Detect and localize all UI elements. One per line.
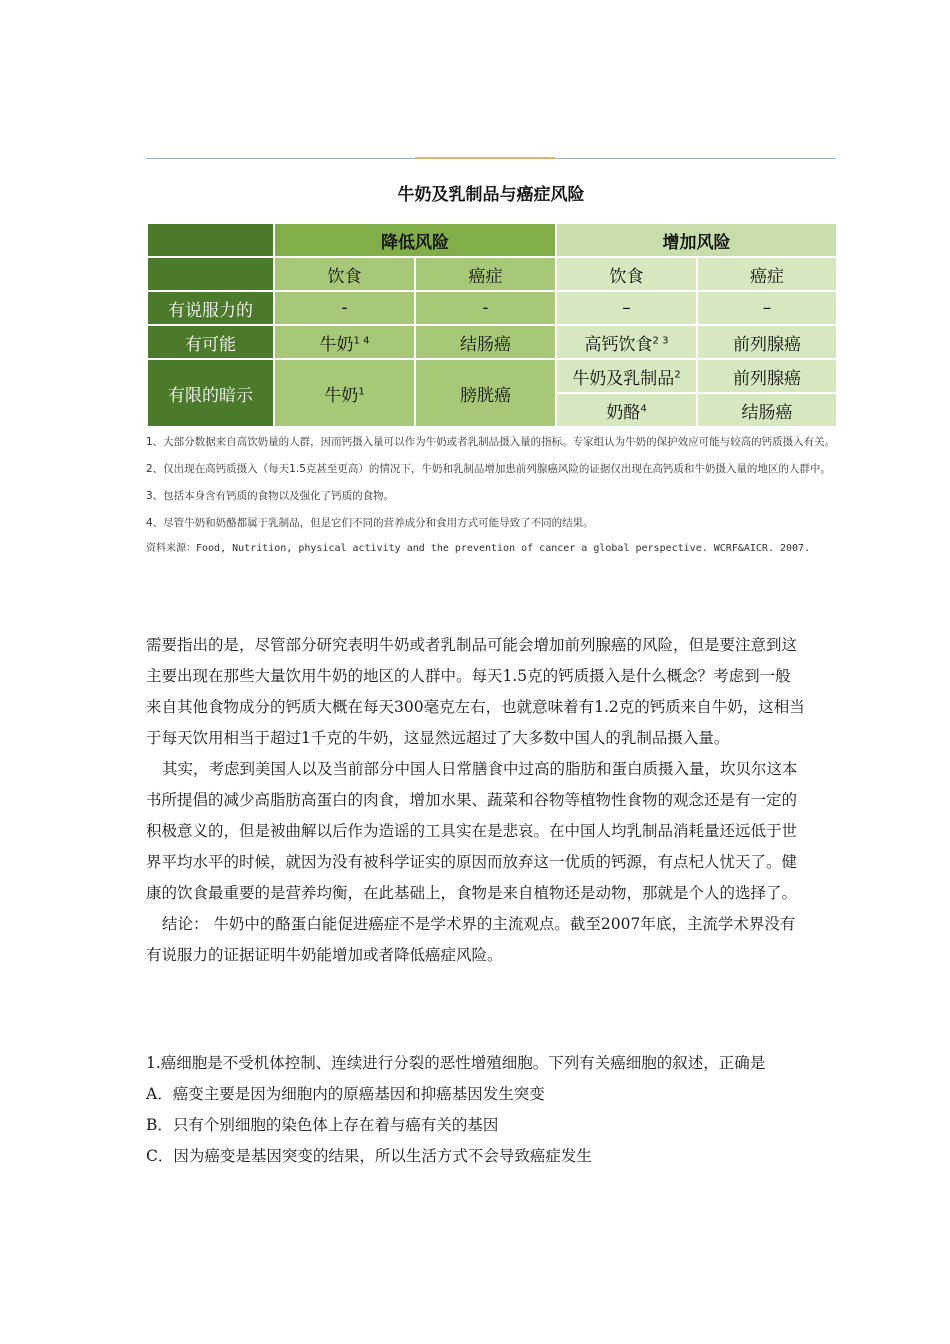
note: 4、尽管牛奶和奶酪都属于乳制品，但是它们不同的营养成分和食用方式可能导致了不同的结果。 <box>146 517 594 529</box>
header-decrease: 降低风险 <box>274 223 556 257</box>
table-cell: 牛奶及乳制品$^2$ <box>556 359 697 393</box>
table-cell: 前列腺癌 <box>697 359 837 393</box>
article-body <box>146 630 806 971</box>
source-note: 资料来源：Food, Nutrition, physical activity and the prevention of cancer a global perspective. WCRF&AICR. 2007. <box>146 543 811 554</box>
header-rule-accent <box>415 157 555 159</box>
table-cell: 前列腺癌 <box>697 325 837 359</box>
header-increase: 增加风险 <box>556 223 837 257</box>
row-label-probable: 有可能 <box>147 325 274 359</box>
paragraph: 需要指出的是，尽管部分研究表明牛奶或者乳制品可能会增加前列腺癌的风险，但是要注意到这主要出现在那些大量饮用牛奶的地区的人群中。每天1.5克的钙质摄入是什么概念？考虑到一般来自其他食物成分的钙质大概在每天300毫克左右，也就意味着有1.2克的钙质来自牛奶，这相当于每天饮用相当于超过1千克的牛奶，这显然远超过了大多数中国人的乳制品摄入量。 <box>146 636 805 747</box>
table-cell: – <box>556 291 697 325</box>
table-cell: 牛奶$^{1 4}$ <box>274 325 415 359</box>
option-c: C．因为癌变是基因突变的结果，所以生活方式不会导致癌症发生 <box>146 1147 592 1165</box>
table-cell: 奶酪$^4$ <box>556 393 697 427</box>
table-cell: - <box>274 291 415 325</box>
table-cell: 高钙饮食$^{2 3}$ <box>556 325 697 359</box>
subheader-diet-increase: 饮食 <box>556 257 697 291</box>
subheader-cancer-decrease: 癌症 <box>415 257 556 291</box>
figure-notes <box>146 434 836 567</box>
note: 2、仅出现在高钙质摄入（每天1.5克甚至更高）的情况下，牛奶和乳制品增加患前列腺癌风险的证据仅出现在高钙质和牛奶摄入量的地区的人群中。 <box>146 463 831 475</box>
table-cell: 膀胱癌 <box>415 359 556 427</box>
row-label-limited: 有限的暗示 <box>147 359 274 427</box>
note: 1、大部分数据来自高饮奶量的人群，因而钙摄入量可以作为牛奶或者乳制品摄入量的指标。专家组认为牛奶的保护效应可能与较高的钙质摄入有关。 <box>146 436 836 448</box>
paragraph: 结论： 牛奶中的酪蛋白能促进癌症不是学术界的主流观点。截至2007年底，主流学术界没有有说服力的证据证明牛奶能增加或者降低癌症风险。 <box>146 915 796 964</box>
note: 3、包括本身含有钙质的食物以及强化了钙质的食物。 <box>146 490 395 502</box>
corner-cell-2 <box>147 257 274 291</box>
corner-cell <box>147 223 274 257</box>
table-cell: – <box>697 291 837 325</box>
table-cell: 牛奶$^1$ <box>274 359 415 427</box>
row-label-convincing: 有说服力的 <box>147 291 274 325</box>
table-cell: 结肠癌 <box>697 393 837 427</box>
option-a: A．癌变主要是因为细胞内的原癌基因和抑癌基因发生突变 <box>146 1085 545 1103</box>
subheader-diet-decrease: 饮食 <box>274 257 415 291</box>
question-stem: 1.癌细胞是不受机体控制、连续进行分裂的恶性增殖细胞。下列有关癌细胞的叙述，正确是 <box>146 1054 766 1072</box>
risk-table <box>146 222 838 428</box>
option-b: B．只有个别细胞的染色体上存在着与癌有关的基因 <box>146 1116 499 1134</box>
table-cell: - <box>415 291 556 325</box>
figure-title: 牛奶及乳制品与癌症风险 <box>397 185 585 205</box>
subheader-cancer-increase: 癌症 <box>697 257 837 291</box>
question-block <box>146 1048 806 1172</box>
table-cell: 结肠癌 <box>415 325 556 359</box>
paragraph: 其实，考虑到美国人以及当前部分中国人日常膳食中过高的脂肪和蛋白质摄入量，坎贝尔这本书所提倡的减少高脂肪高蛋白的肉食，增加水果、蔬菜和谷物等植物性食物的观念还是有一定的积极意义的，但是被曲解以后作为造谣的工具实在是悲哀。在中国人均乳制品消耗量还远低于世界平均水平的时候，就因为没有被科学证实的原因而放弃这一优质的钙源，有点杞人忧天了。健康的饮食最重要的是营养均衡，在此基础上，食物是来自植物还是动物，那就是个人的选择了。 <box>146 760 798 902</box>
